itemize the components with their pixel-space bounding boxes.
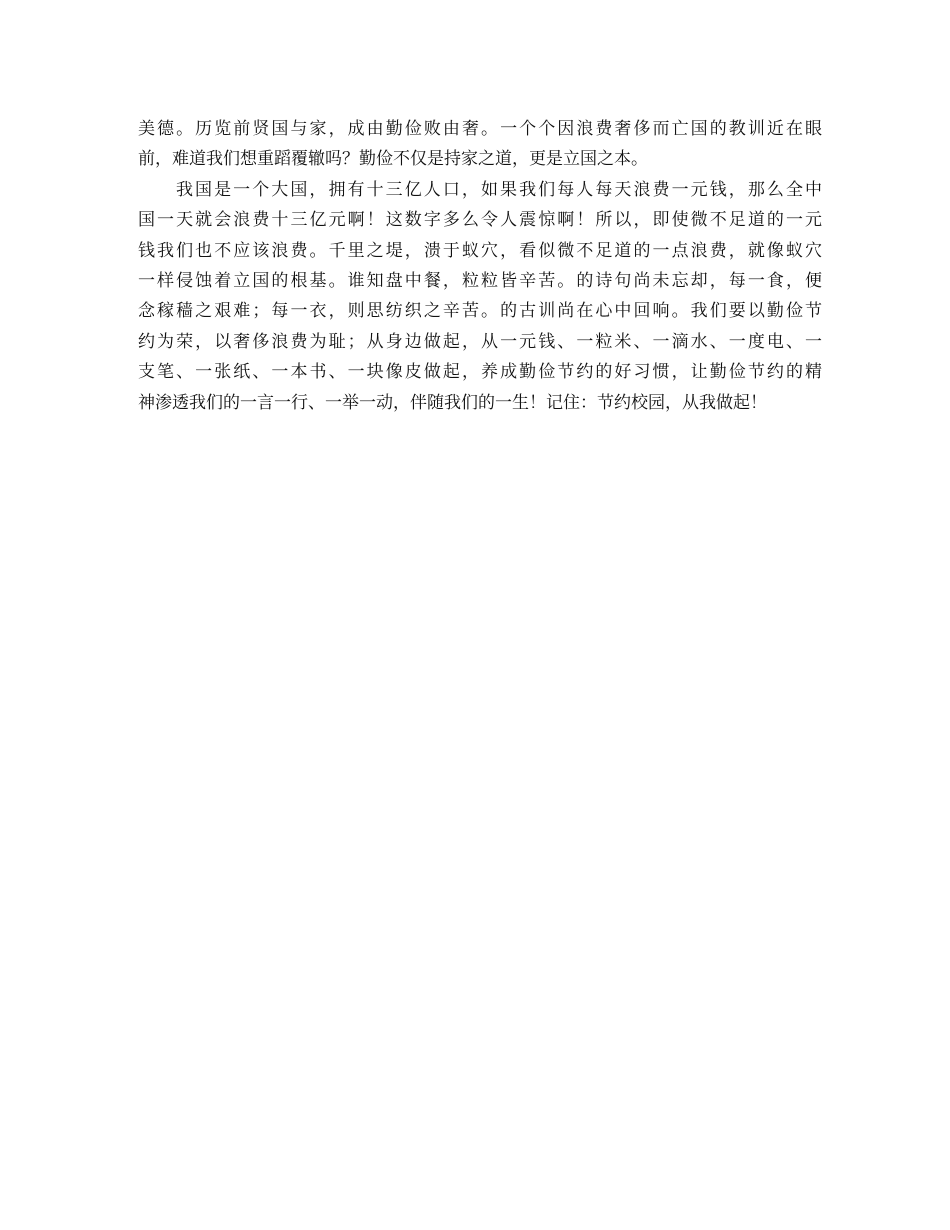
text-line: 念稼穑之艰难；每一衣，则思纺织之辛苦。的古训尚在心中回响。我们要以勤俭节 (138, 301, 822, 322)
text-line: 我国是一个大国，拥有十三亿人口，如果我们每人每天浪费一元钱，那么全中 (176, 179, 822, 200)
document-body (138, 114, 822, 418)
text-line: 前，难道我们想重蹈覆辙吗？勤俭不仅是持家之道，更是立国之本。 (138, 149, 648, 170)
paragraph (138, 175, 822, 418)
text-line: 国一天就会浪费十三亿元啊！这数字多么令人震惊啊！所以，即使微不足道的一元 (138, 210, 822, 231)
text-line: 支笔、一张纸、一本书、一块像皮做起，养成勤俭节约的好习惯，让勤俭节约的精 (138, 362, 822, 383)
text-line: 一样侵蚀着立国的根基。谁知盘中餐，粒粒皆辛苦。的诗句尚未忘却，每一食，便 (138, 270, 822, 291)
text-line: 美德。历览前贤国与家，成由勤俭败由奢。一个个因浪费奢侈而亡国的教训近在眼 (138, 119, 822, 139)
paragraph (138, 114, 822, 175)
text-line: 神渗透我们的一言一行、一举一动，伴随我们的一生！记住：节约校园，从我做起！ (138, 392, 767, 413)
text-line: 钱我们也不应该浪费。千里之堤，溃于蚁穴，看似微不足道的一点浪费，就像蚁穴 (138, 240, 822, 261)
text-line: 约为荣，以奢侈浪费为耻；从身边做起，从一元钱、一粒米、一滴水、一度电、一 (138, 331, 822, 352)
